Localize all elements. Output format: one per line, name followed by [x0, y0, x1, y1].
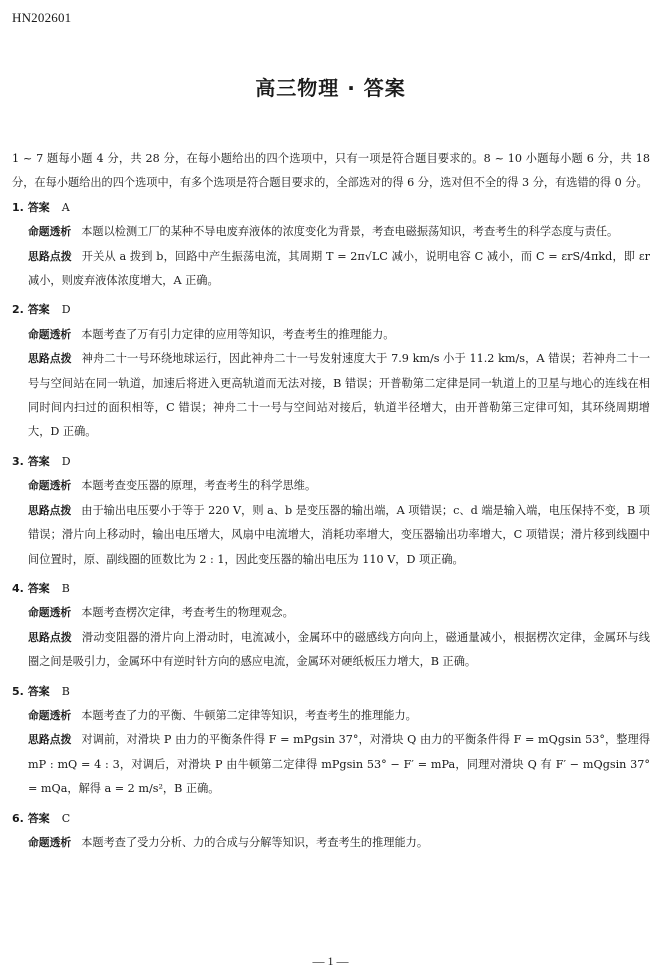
analysis-paragraph: [28, 704, 650, 728]
answer-letter: D: [61, 454, 71, 468]
analysis-text: 本题考查变压器的原理，考查考生的科学思维。: [81, 479, 317, 493]
answer-item: [12, 675, 650, 802]
page-title: 高三物理 · 答案: [255, 76, 406, 100]
answer-word: 答案: [27, 303, 50, 317]
analysis-paragraph: [28, 323, 650, 347]
scoring-instructions: 1 ~ 7 题每小题 4 分，共 28 分，在每小题给出的四个选项中，只有一项是符合题目要求的。8 ~ 10 小题每小题 6 分，共 18 分，在每小题给出的四个选项中，有多个选项是符合题目要求的，全部选对的得 6 分，选对但不全的得 3 分，有选错的得 0 分。: [12, 152, 650, 190]
answer-word: 答案: [27, 454, 50, 468]
hint-text: 由于输出电压要小于等于 220 V，则 a、b 是变压器的输出端，A 项错误；c、d 端是输入端，电压保持不变，B 项错误；滑片向上移动时，输出电压增大，风扇中电流增大，消耗功率增大，变压器输出功率增大，C 项错误；滑片移到线圈中间位置时，原、副线圈的匝数比为 2 : 1，因此变压器的输出电压为 110 V，D 项正确。: [28, 503, 650, 566]
answer-heading: [12, 807, 650, 831]
answer-letter: C: [61, 811, 71, 825]
analysis-text: 本题考查了力的平衡、牛顿第二定律等知识，考查考生的推理能力。: [81, 708, 417, 722]
analysis-paragraph: [28, 601, 650, 625]
analysis-paragraph: [28, 831, 650, 855]
answer-content: [12, 147, 650, 855]
answer-word: 答案: [27, 811, 50, 825]
answer-item: [12, 802, 650, 856]
analysis-label: 命题透析: [28, 708, 72, 722]
analysis-text: 本题考查楞次定律，考查考生的物理观念。: [81, 606, 294, 620]
answer-item: [12, 196, 650, 294]
answer-heading: [12, 680, 650, 704]
analysis-text: 本题考查了万有引力定律的应用等知识，考查考生的推理能力。: [81, 327, 395, 341]
answer-item: [12, 572, 650, 675]
hint-text: 开关从 a 拨到 b，回路中产生振荡电流，其周期 T = 2π√LC 减小，说明电容 C 减小，而 C = εrS/4πkd，即 εr 减小，则废弃液体浓度增大，A 正确。: [28, 249, 650, 288]
hint-paragraph: [28, 347, 650, 445]
analysis-label: 命题透析: [28, 327, 72, 341]
analysis-paragraph: [28, 220, 650, 244]
hint-label: 思路点拨: [28, 503, 72, 517]
hint-paragraph: [28, 728, 650, 801]
answer-heading: [12, 577, 650, 601]
question-number: 2.: [12, 303, 24, 317]
hint-paragraph: [28, 499, 650, 572]
hint-paragraph: [28, 245, 650, 294]
answer-letter: D: [61, 303, 71, 317]
analysis-text: 本题考查了受力分析、力的合成与分解等知识，考查考生的推理能力。: [81, 835, 429, 849]
analysis-label: 命题透析: [28, 225, 72, 239]
hint-label: 思路点拨: [28, 630, 72, 644]
hint-text: 对调前，对滑块 P 由力的平衡条件得 F = mPgsin 37°，对滑块 Q 由力的平衡条件得 F = mQgsin 53°，整理得 mP : mQ = 4 : 3，对调后，对滑块 P 由牛顿第二定律得 mPgsin 53° − F′ = mPa，同理对滑块 Q 有 F′ − mQgsin 37° = mQa，解得 a = 2 m/s²，B 正确。: [28, 733, 651, 796]
answer-heading: [12, 196, 650, 220]
answer-letter: B: [61, 581, 70, 595]
answer-letter: A: [61, 200, 70, 214]
analysis-paragraph: [28, 474, 650, 498]
hint-label: 思路点拨: [28, 733, 72, 747]
question-number: 3.: [12, 454, 24, 468]
question-number: 4.: [12, 581, 24, 595]
analysis-label: 命题透析: [28, 606, 72, 620]
analysis-label: 命题透析: [28, 835, 72, 849]
hint-text: 滑动变阻器的滑片向上滑动时，电流减小，金属环中的磁感线方向向上，磁通量减小，根据楞次定律，金属环与线圈之间是吸引力，金属环中有逆时针方向的感应电流，金属环对硬纸板压力增大，B 正确。: [28, 630, 650, 669]
answer-item: [12, 293, 650, 444]
answer-heading: [12, 450, 650, 474]
page-number: — 1 —: [312, 954, 349, 968]
document-code: HN202601: [12, 10, 72, 25]
answer-list: [12, 196, 650, 856]
analysis-label: 命题透析: [28, 479, 72, 493]
answer-letter: B: [61, 684, 70, 698]
hint-label: 思路点拨: [28, 352, 72, 366]
question-number: 6.: [12, 811, 24, 825]
question-number: 1.: [12, 200, 24, 214]
answer-word: 答案: [27, 684, 50, 698]
hint-paragraph: [28, 626, 650, 675]
answer-word: 答案: [27, 200, 50, 214]
analysis-text: 本题以检测工厂的某种不导电废弃液体的浓度变化为背景，考查电磁振荡知识，考查考生的科学态度与责任。: [81, 225, 619, 239]
hint-label: 思路点拨: [28, 249, 72, 263]
answer-heading: [12, 298, 650, 322]
answer-word: 答案: [27, 581, 50, 595]
answer-item: [12, 445, 650, 572]
hint-text: 神舟二十一号环绕地球运行，因此神舟二十一号发射速度大于 7.9 km/s 小于 11.2 km/s，A 错误；若神舟二十一号与空间站在同一轨道，加速后将进入更高轨道而无法对接，B 错误；开普勒第二定律是同一轨道上的卫星与地心的连线在相同时间内扫过的面积相等，C 错误；神舟二十一号与空间站对接后，轨道半径增大，由开普勒第三定律可知，其环绕周期增大，D 正确。: [28, 352, 651, 439]
question-number: 5.: [12, 684, 24, 698]
